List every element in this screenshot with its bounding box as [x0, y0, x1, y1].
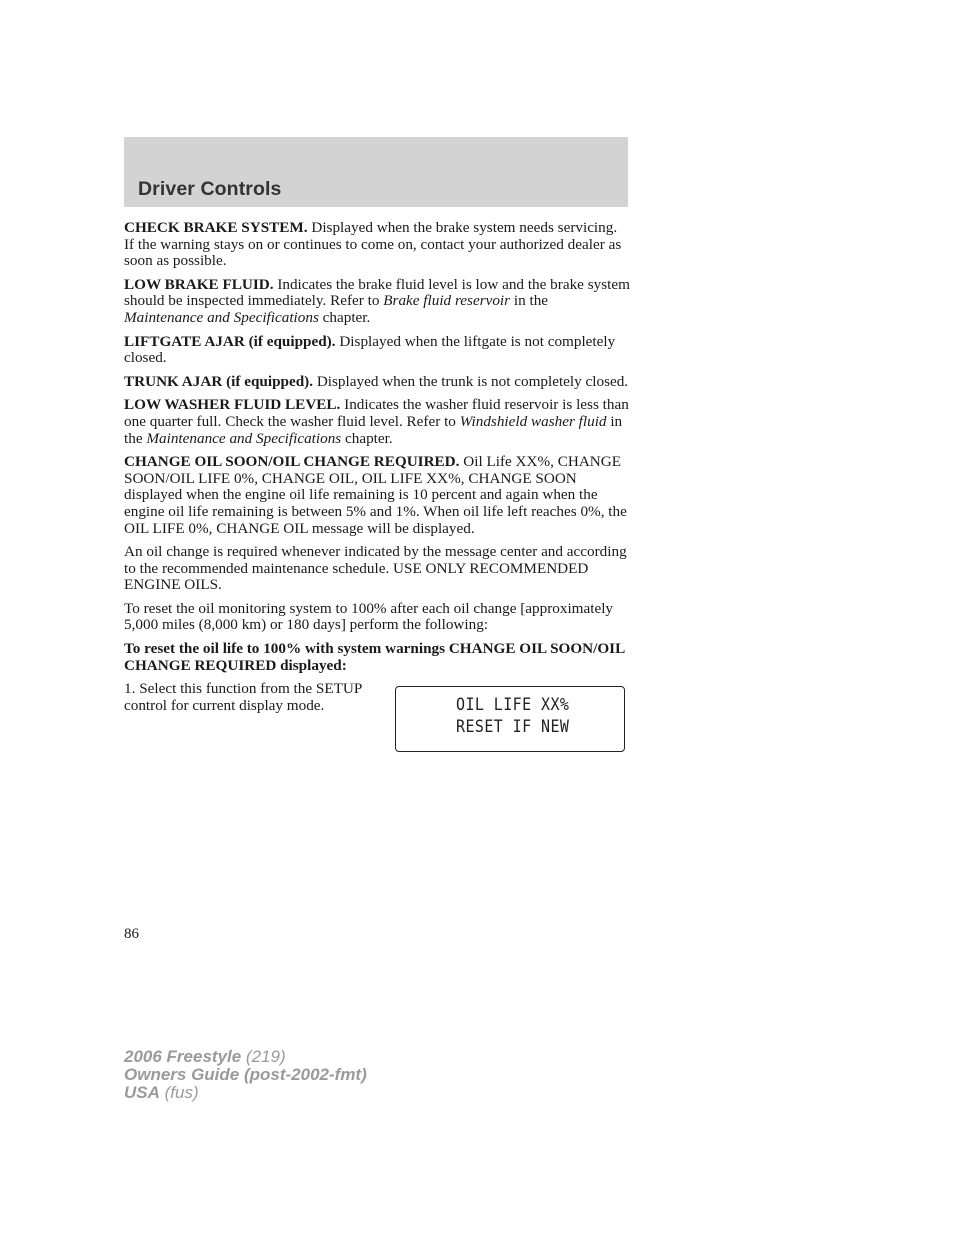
paragraph-reset-heading: To reset the oil life to 100% with system warnings CHANGE OIL SOON/OIL CHANGE REQUIRED displayed: [124, 640, 625, 674]
section-title: Driver Controls [138, 178, 282, 200]
display-line-2: RESET IF NEW [456, 717, 570, 738]
message-center-display [395, 686, 625, 752]
heading-change-oil: CHANGE OIL SOON/OIL CHANGE REQUIRED. [124, 453, 460, 471]
page-content [124, 220, 630, 761]
heading-liftgate-ajar: LIFTGATE AJAR (if equipped). [124, 332, 336, 350]
paragraph-reset-intro: To reset the oil monitoring system to 100% after each oil change [approximately 5,000 miles (8,000 km) or 180 days] perform the following: [124, 599, 614, 634]
reference-maintenance-chapter: Maintenance and Specifications [124, 308, 319, 326]
display-line-1: OIL LIFE XX% [456, 695, 570, 716]
heading-check-brake: CHECK BRAKE SYSTEM. [124, 219, 308, 236]
paragraph-check-brake: CHECK BRAKE SYSTEM. Displayed when the brake system needs servicing. If the warning stays on or continues to come on, contact your authorized dealer as soon as possible. [124, 219, 622, 270]
paragraph-low-brake-fluid: LOW BRAKE FLUID. Indicates the brake fluid level is low and the brake system should be inspected immediately. Refer to Brake fluid reservoir in the Maintenance and Specifications chapter. [124, 275, 630, 326]
reference-maintenance-chapter: Maintenance and Specifications [146, 429, 342, 447]
heading-trunk-ajar: TRUNK AJAR (if equipped). [124, 372, 314, 390]
heading-low-washer-fluid: LOW WASHER FLUID LEVEL. [124, 396, 341, 414]
step-1-text: 1. Select this function from the SETUP control for current display mode. [124, 680, 362, 714]
page-number: 86 [124, 926, 139, 942]
footer-line-3: USA (fus) [124, 1083, 199, 1102]
heading-low-brake-fluid: LOW BRAKE FLUID. [124, 275, 274, 293]
paragraph-trunk-ajar: TRUNK AJAR (if equipped). Displayed when the trunk is not completely closed. [124, 372, 629, 390]
document-footer [124, 1048, 367, 1102]
reference-windshield-washer-fluid: Windshield washer fluid [459, 412, 607, 430]
footer-line-1: 2006 Freestyle (219) [124, 1047, 286, 1066]
paragraph-liftgate-ajar: LIFTGATE AJAR (if equipped). Displayed when the liftgate is not completely closed. [124, 332, 616, 367]
paragraph-oil-change-required: An oil change is required whenever indicated by the message center and according to the recommended maintenance schedule. USE ONLY RECOMMENDED ENGINE OILS. [124, 543, 627, 594]
step-1-row [124, 681, 630, 761]
footer-line-2: Owners Guide (post-2002-fmt) [124, 1065, 367, 1084]
paragraph-change-oil: CHANGE OIL SOON/OIL CHANGE REQUIRED. Oil Life XX%, CHANGE SOON/OIL LIFE 0%, CHANGE OIL, OIL LIFE XX%, CHANGE SOON displayed when the engine oil life remaining is 10 percent and again when the engine oil life remaining is between 5% and 1%. When oil life left reaches 0%, the OIL LIFE 0%, CHANGE OIL message will be displayed. [124, 453, 627, 537]
reference-brake-fluid-reservoir: Brake fluid reservoir [383, 292, 511, 310]
paragraph-low-washer-fluid: LOW WASHER FLUID LEVEL. Indicates the washer fluid reservoir is less than one quarter full. Check the washer fluid level. Refer to Windshield washer fluid in the Maintenance and Specifications chapter. [124, 396, 629, 447]
